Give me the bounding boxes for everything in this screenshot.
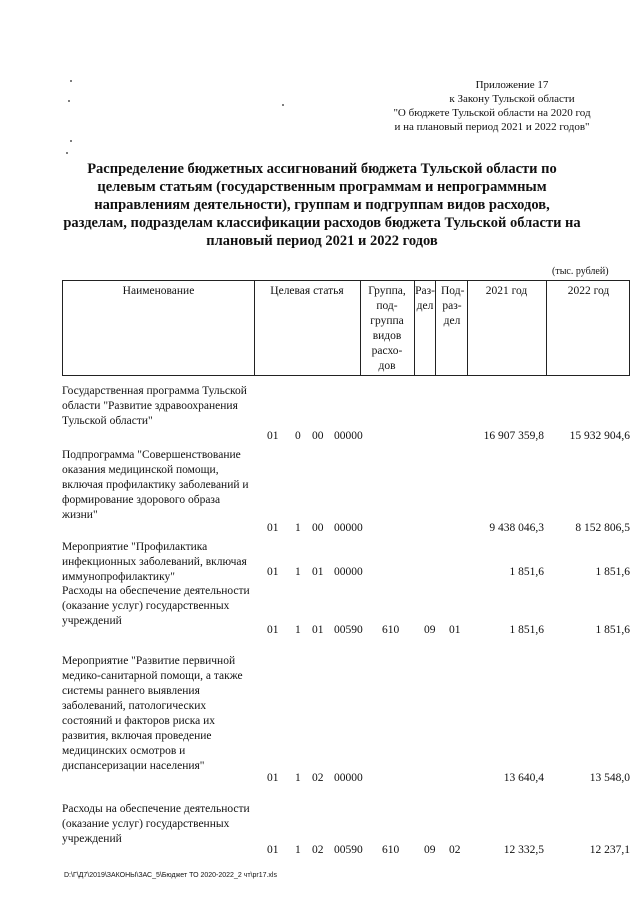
annex-line-3: "О бюджете Тульской области на 2020 год — [393, 107, 591, 119]
row-2022-amount: 15 932 904,6 — [569, 430, 630, 442]
row-2022-amount: 1 851,6 — [595, 566, 630, 578]
row-c2: 1 — [295, 566, 301, 578]
table-header — [62, 280, 630, 376]
row-subsection: 01 — [449, 624, 461, 636]
row-subsection: 02 — [449, 844, 461, 856]
row-2021-amount: 13 640,4 — [503, 772, 544, 784]
row-c4: 00000 — [334, 430, 363, 442]
row-c1: 01 — [267, 844, 279, 856]
scan-speck — [282, 104, 284, 106]
row-name: Мероприятие "Развитие первичной медико-санитарной помощи, а также системы раннего выявления заболеваний, патологических состояний и факторов риска их развития, включая проведение медицинских осмотров и диспансеризации населения" — [62, 655, 243, 772]
row-c1: 01 — [267, 772, 279, 784]
table-body — [62, 384, 630, 862]
row-c3: 00 — [312, 522, 324, 534]
row-group: 610 — [382, 844, 400, 856]
annex-note — [372, 78, 612, 134]
header-2022: 2022 год — [567, 285, 610, 297]
row-c4: 00000 — [334, 522, 363, 534]
row-2021-amount: 16 907 359,8 — [483, 430, 544, 442]
row-c1: 01 — [267, 624, 279, 636]
header-target: Целевая статья — [270, 285, 344, 297]
row-c4: 00000 — [334, 566, 363, 578]
scan-speck — [70, 140, 72, 142]
table-row — [62, 584, 630, 642]
row-2022-amount: 1 851,6 — [595, 624, 630, 636]
header-section: Раз- дел — [415, 285, 435, 312]
row-group: 610 — [382, 624, 400, 636]
row-name: Расходы на обеспечение деятельности (оказание услуг) государственных учреждений — [62, 585, 250, 627]
header-subsection: Под- раз- дел — [441, 285, 465, 327]
header-2021: 2021 год — [485, 285, 528, 297]
row-name: Подпрограмма "Совершенствование оказания медицинской помощи, включая профилактику заболеваний и формирование здорового образа жизни" — [62, 449, 249, 521]
row-c3: 02 — [312, 844, 324, 856]
row-c1: 01 — [267, 566, 279, 578]
row-name: Мероприятие "Профилактика инфекционных заболеваний, включая иммунопрофилактику" — [62, 541, 247, 583]
row-c2: 1 — [295, 522, 301, 534]
row-c3: 01 — [312, 624, 324, 636]
row-name: Расходы на обеспечение деятельности (оказание услуг) государственных учреждений — [62, 803, 250, 845]
row-2022-amount: 13 548,0 — [589, 772, 630, 784]
row-c3: 02 — [312, 772, 324, 784]
row-c2: 1 — [295, 844, 301, 856]
document-title: Распределение бюджетных ассигнований бюджета Тульской области по целевым статьям (государственным программам и непрограммным направлениям деятельности), группам и подгруппам видов расходов, разделам, подразделам классификации расходов бюджета Тульской области на плановый период 2021 и 2022 годов — [63, 161, 581, 249]
row-2021-amount: 12 332,5 — [503, 844, 544, 856]
row-section: 09 — [424, 844, 436, 856]
scan-speck — [70, 80, 72, 82]
header-group: Группа, под- группа видов расхо- дов — [368, 285, 406, 372]
scan-speck — [68, 100, 70, 102]
row-name: Государственная программа Тульской области "Развитие здравоохранения Тульской области" — [62, 385, 247, 427]
table-row — [62, 540, 630, 584]
row-c4: 00000 — [334, 772, 363, 784]
scan-speck — [66, 152, 68, 154]
row-c2: 1 — [295, 624, 301, 636]
row-c2: 0 — [295, 430, 301, 442]
row-c4: 00590 — [334, 624, 363, 636]
file-path-footer: D:\Г\Д7\2019\ЗАКОНЫ\ЗАС_5\Бюджет ТО 2020-2022_2 чт\pr17.xls — [64, 872, 277, 879]
row-c3: 01 — [312, 566, 324, 578]
row-2021-amount: 1 851,6 — [509, 566, 544, 578]
row-c1: 01 — [267, 430, 279, 442]
row-2022-amount: 8 152 806,5 — [575, 522, 630, 534]
row-2021-amount: 1 851,6 — [509, 624, 544, 636]
row-c3: 00 — [312, 430, 324, 442]
row-c4: 00590 — [334, 844, 363, 856]
table-row — [62, 802, 630, 862]
table-row — [62, 448, 630, 540]
units-label: (тыс. рублей) — [552, 266, 609, 277]
table-row — [62, 384, 630, 448]
row-section: 09 — [424, 624, 436, 636]
annex-line-1: Приложение 17 — [475, 79, 549, 91]
row-2022-amount: 12 237,1 — [589, 844, 630, 856]
header-name: Наименование — [122, 285, 195, 297]
annex-line-2: к Закону Тульской области — [449, 93, 575, 105]
row-c1: 01 — [267, 522, 279, 534]
annex-line-4: и на плановый период 2021 и 2022 годов" — [394, 121, 590, 133]
table-row — [62, 654, 630, 790]
row-c2: 1 — [295, 772, 301, 784]
row-2021-amount: 9 438 046,3 — [489, 522, 544, 534]
